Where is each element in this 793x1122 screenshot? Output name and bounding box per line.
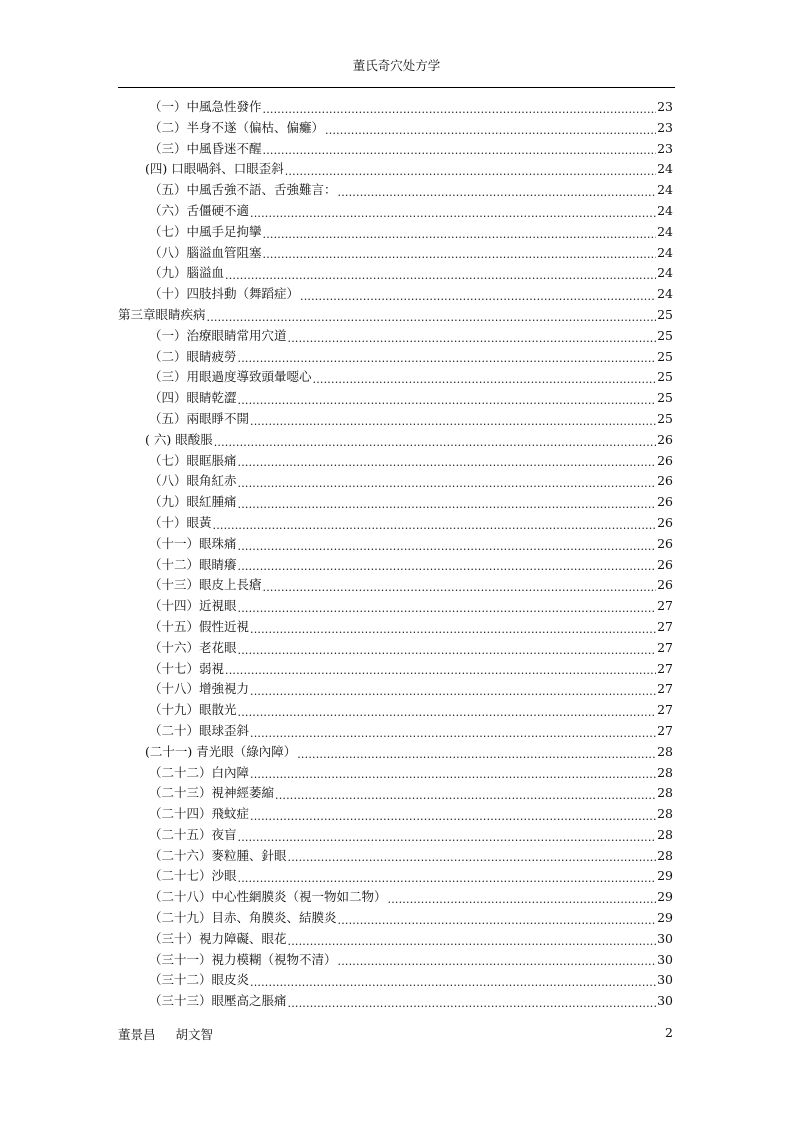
dot-leader [338, 908, 657, 929]
toc-entry-label: （十七）弱視 [149, 660, 225, 676]
toc-entry[interactable] [118, 409, 673, 430]
toc-entry-label: （七）中風手足拘攣 [149, 223, 262, 239]
toc-entry[interactable] [118, 763, 673, 784]
toc-entry-page: 24 [657, 286, 673, 302]
toc-entry-page: 26 [657, 473, 673, 489]
toc-entry-page: 27 [657, 702, 673, 718]
toc-entry-page: 28 [657, 806, 673, 822]
toc-entry-page: 26 [657, 514, 673, 530]
toc-entry-page: 29 [657, 910, 673, 926]
toc-entry-label: （二十三）視神經萎縮 [149, 785, 275, 801]
toc-entry[interactable] [118, 783, 673, 804]
toc-entry-label: （十九）眼散光 [149, 702, 237, 718]
toc-entry[interactable] [118, 326, 673, 347]
dot-leader [213, 513, 657, 534]
toc-entry[interactable] [118, 575, 673, 596]
toc-entry[interactable] [118, 970, 673, 991]
dot-leader [214, 430, 656, 451]
toc-entry-page: 26 [657, 577, 673, 593]
dot-leader [288, 846, 657, 867]
dot-leader [297, 742, 656, 763]
toc-entry[interactable] [118, 222, 673, 243]
toc-entry[interactable] [118, 929, 673, 950]
dot-leader [288, 326, 657, 347]
toc-entry-page: 30 [657, 951, 673, 967]
toc-entry-page: 24 [657, 265, 673, 281]
footer-page-number: 2 [665, 1025, 673, 1040]
dot-leader [238, 492, 657, 513]
dot-leader [263, 97, 657, 118]
toc-entry-page: 30 [657, 972, 673, 988]
toc-entry-page: 28 [657, 743, 673, 759]
toc-entry[interactable] [118, 679, 673, 700]
toc-entry-label: (四) 口眼喎斜、口眼歪斜 [145, 161, 284, 177]
dot-leader [238, 825, 657, 846]
dot-leader [300, 284, 656, 305]
dot-leader [288, 929, 657, 950]
toc-entry-label: （一）治療眼睛常用穴道 [149, 327, 287, 343]
toc-entry-label: （十三）眼皮上長瘡 [149, 577, 262, 593]
toc-entry[interactable] [118, 180, 673, 201]
toc-entry-label: （十一）眼珠痛 [149, 535, 237, 551]
toc-entry-page: 25 [657, 327, 673, 343]
toc-entry-page: 25 [657, 369, 673, 385]
toc-entry-label: （七）眼眶脹痛 [149, 452, 237, 468]
toc-entry-label: （十）眼黃 [149, 514, 212, 530]
toc-entry[interactable] [118, 513, 673, 534]
toc-entry-page: 23 [657, 140, 673, 156]
toc-entry-label: （二十七）沙眼 [149, 868, 237, 884]
toc-entry-page: 26 [657, 452, 673, 468]
dot-leader [225, 263, 656, 284]
toc-entry-label: （六）舌僵硬不適 [149, 202, 250, 218]
toc-entry[interactable] [118, 804, 673, 825]
toc-entry-page: 23 [657, 99, 673, 114]
toc-entry-page: 24 [657, 244, 673, 260]
toc-entry[interactable] [118, 347, 673, 368]
dot-leader [388, 887, 657, 908]
dot-leader [313, 367, 657, 388]
dot-leader [238, 347, 657, 368]
toc-entry[interactable] [118, 721, 673, 742]
dot-leader [238, 866, 657, 887]
toc-entry-label: （二十九）目赤、角膜炎、結膜炎 [149, 910, 337, 926]
toc-entry-page: 26 [657, 431, 673, 447]
toc-entry[interactable] [118, 700, 673, 721]
dot-leader [225, 659, 656, 680]
toc-entry-page: 24 [657, 202, 673, 218]
toc-entry-label: （二十八）中心性網膜炎（視一物如二物） [149, 889, 387, 905]
toc-entry-label: （十五）假性近視 [149, 618, 250, 634]
toc-entry-label: （八）腦溢血管阻塞 [149, 244, 262, 260]
toc-entry-label: （三十二）眼皮炎 [149, 972, 250, 988]
toc-entry[interactable] [118, 263, 673, 284]
dot-leader [250, 804, 656, 825]
toc-entry-label: （八）眼角紅赤 [149, 473, 237, 489]
toc-entry-page: 28 [657, 764, 673, 780]
dot-leader [250, 763, 656, 784]
toc-entry[interactable] [118, 451, 673, 472]
toc-entry[interactable] [118, 492, 673, 513]
toc-entry[interactable] [118, 367, 673, 388]
toc-entry[interactable] [118, 617, 673, 638]
toc-entry-label: （十）四肢抖動（舞蹈症） [149, 286, 300, 302]
toc-entry[interactable] [118, 534, 673, 555]
toc-entry[interactable] [118, 846, 673, 867]
toc-entry-page: 26 [657, 494, 673, 510]
dot-leader [238, 534, 657, 555]
toc-entry[interactable] [118, 139, 673, 160]
toc-entry-label: ( 六) 眼酸脹 [145, 431, 213, 447]
toc-entry-label: （十二）眼睛癢 [149, 556, 237, 572]
toc-entry-label: （三十一）視力模糊（視物不清） [149, 951, 337, 967]
toc-entry-label: 第三章眼睛疾病 [118, 306, 206, 322]
dot-leader [238, 638, 657, 659]
toc-entry-page: 29 [657, 889, 673, 905]
toc-entry-label: （十八）增強視力 [149, 681, 250, 697]
toc-entry[interactable] [118, 555, 673, 576]
dot-leader [207, 305, 657, 326]
dot-leader [238, 388, 657, 409]
toc-entry-page: 24 [657, 182, 673, 198]
toc-entry[interactable] [118, 284, 673, 305]
toc-entry-label: （五）兩眼睜不開 [149, 410, 250, 426]
dot-leader [263, 243, 657, 264]
toc-entry-page: 25 [657, 348, 673, 364]
toc-entry[interactable] [118, 866, 673, 887]
dot-leader [263, 222, 657, 243]
toc-entry[interactable] [118, 243, 673, 264]
dot-leader [263, 575, 657, 596]
toc-entry-page: 26 [657, 535, 673, 551]
toc-entry[interactable] [118, 471, 673, 492]
toc-entry-label: （三）用眼過度導致頭暈噁心 [149, 369, 312, 385]
table-of-contents [118, 97, 673, 1012]
dot-leader [338, 180, 657, 201]
toc-entry[interactable] [118, 742, 673, 763]
toc-entry[interactable] [118, 388, 673, 409]
toc-entry-label: （三十）視力障礙、眼花 [149, 930, 287, 946]
dot-leader [288, 991, 657, 1012]
header-divider [118, 87, 675, 88]
footer-author: 胡文智 [175, 1027, 214, 1042]
toc-entry-page: 27 [657, 598, 673, 614]
toc-entry-label: （十四）近視眼 [149, 598, 237, 614]
dot-leader [325, 118, 656, 139]
toc-entry-label: （四）眼睛乾澀 [149, 390, 237, 406]
dot-leader [238, 471, 657, 492]
toc-entry-page: 28 [657, 826, 673, 842]
dot-leader [285, 159, 656, 180]
toc-chapter-entry[interactable] [118, 305, 673, 326]
toc-entry-page: 27 [657, 660, 673, 676]
toc-entry[interactable] [118, 118, 673, 139]
toc-entry-label: （二十）眼球歪斜 [149, 722, 250, 738]
toc-entry-page: 24 [657, 161, 673, 177]
toc-entry-page: 27 [657, 681, 673, 697]
toc-entry-page: 25 [657, 390, 673, 406]
toc-entry[interactable] [118, 201, 673, 222]
toc-entry-label: （二十四）飛蚊症 [149, 806, 250, 822]
toc-entry-page: 30 [657, 930, 673, 946]
toc-entry[interactable] [118, 638, 673, 659]
toc-entry[interactable] [118, 659, 673, 680]
toc-entry-label: （二）半身不遂（偏枯、偏癱） [149, 119, 325, 135]
toc-entry-label: (二十一) 青光眼（綠內障） [145, 743, 297, 759]
toc-entry-label: （五）中風舌強不語、舌強難言： [149, 182, 337, 198]
toc-entry-page: 24 [657, 223, 673, 239]
dot-leader [250, 617, 656, 638]
toc-entry[interactable] [118, 908, 673, 929]
toc-entry[interactable] [118, 950, 673, 971]
toc-entry-label: （九）眼紅腫痛 [149, 494, 237, 510]
dot-leader [238, 700, 657, 721]
toc-entry-label: （一）中風急性發作 [149, 99, 262, 114]
toc-entry-label: （二十二）白內障 [149, 764, 250, 780]
running-header-title: 董氏奇穴处方学 [352, 58, 441, 73]
toc-entry-label: （二十五）夜盲 [149, 826, 237, 842]
footer-author: 董景昌 [118, 1027, 156, 1042]
toc-entry[interactable] [118, 430, 673, 451]
toc-entry[interactable] [118, 887, 673, 908]
toc-entry-page: 27 [657, 639, 673, 655]
toc-entry[interactable] [118, 159, 673, 180]
toc-entry-page: 30 [657, 993, 673, 1009]
dot-leader [263, 139, 657, 160]
dot-leader [250, 201, 656, 222]
dot-leader [250, 409, 656, 430]
toc-entry[interactable] [118, 991, 673, 1012]
toc-entry-label: （九）腦溢血 [149, 265, 225, 281]
dot-leader [250, 721, 656, 742]
toc-entry-page: 28 [657, 847, 673, 863]
toc-entry-label: （三）中風昏迷不醒 [149, 140, 262, 156]
toc-entry-page: 26 [657, 556, 673, 572]
toc-entry-page: 23 [657, 119, 673, 135]
toc-entry-page: 25 [657, 306, 673, 322]
toc-entry-page: 25 [657, 410, 673, 426]
toc-entry-page: 28 [657, 785, 673, 801]
toc-entry-page: 29 [657, 868, 673, 884]
toc-entry[interactable] [118, 97, 673, 118]
toc-entry-label: （十六）老花眼 [149, 639, 237, 655]
dot-leader [238, 451, 657, 472]
toc-entry-page: 27 [657, 618, 673, 634]
dot-leader [275, 783, 656, 804]
toc-entry[interactable] [118, 825, 673, 846]
toc-entry-label: （二十六）麥粒腫、針眼 [149, 847, 287, 863]
footer-authors [118, 1025, 213, 1043]
dot-leader [238, 555, 657, 576]
dot-leader [250, 679, 656, 700]
dot-leader [238, 596, 657, 617]
toc-entry-label: （二）眼睛疲勞 [149, 348, 237, 364]
dot-leader [250, 970, 656, 991]
toc-entry-page: 27 [657, 722, 673, 738]
toc-entry[interactable] [118, 596, 673, 617]
dot-leader [338, 950, 657, 971]
toc-entry-label: （三十三）眼壓高之脹痛 [149, 993, 287, 1009]
